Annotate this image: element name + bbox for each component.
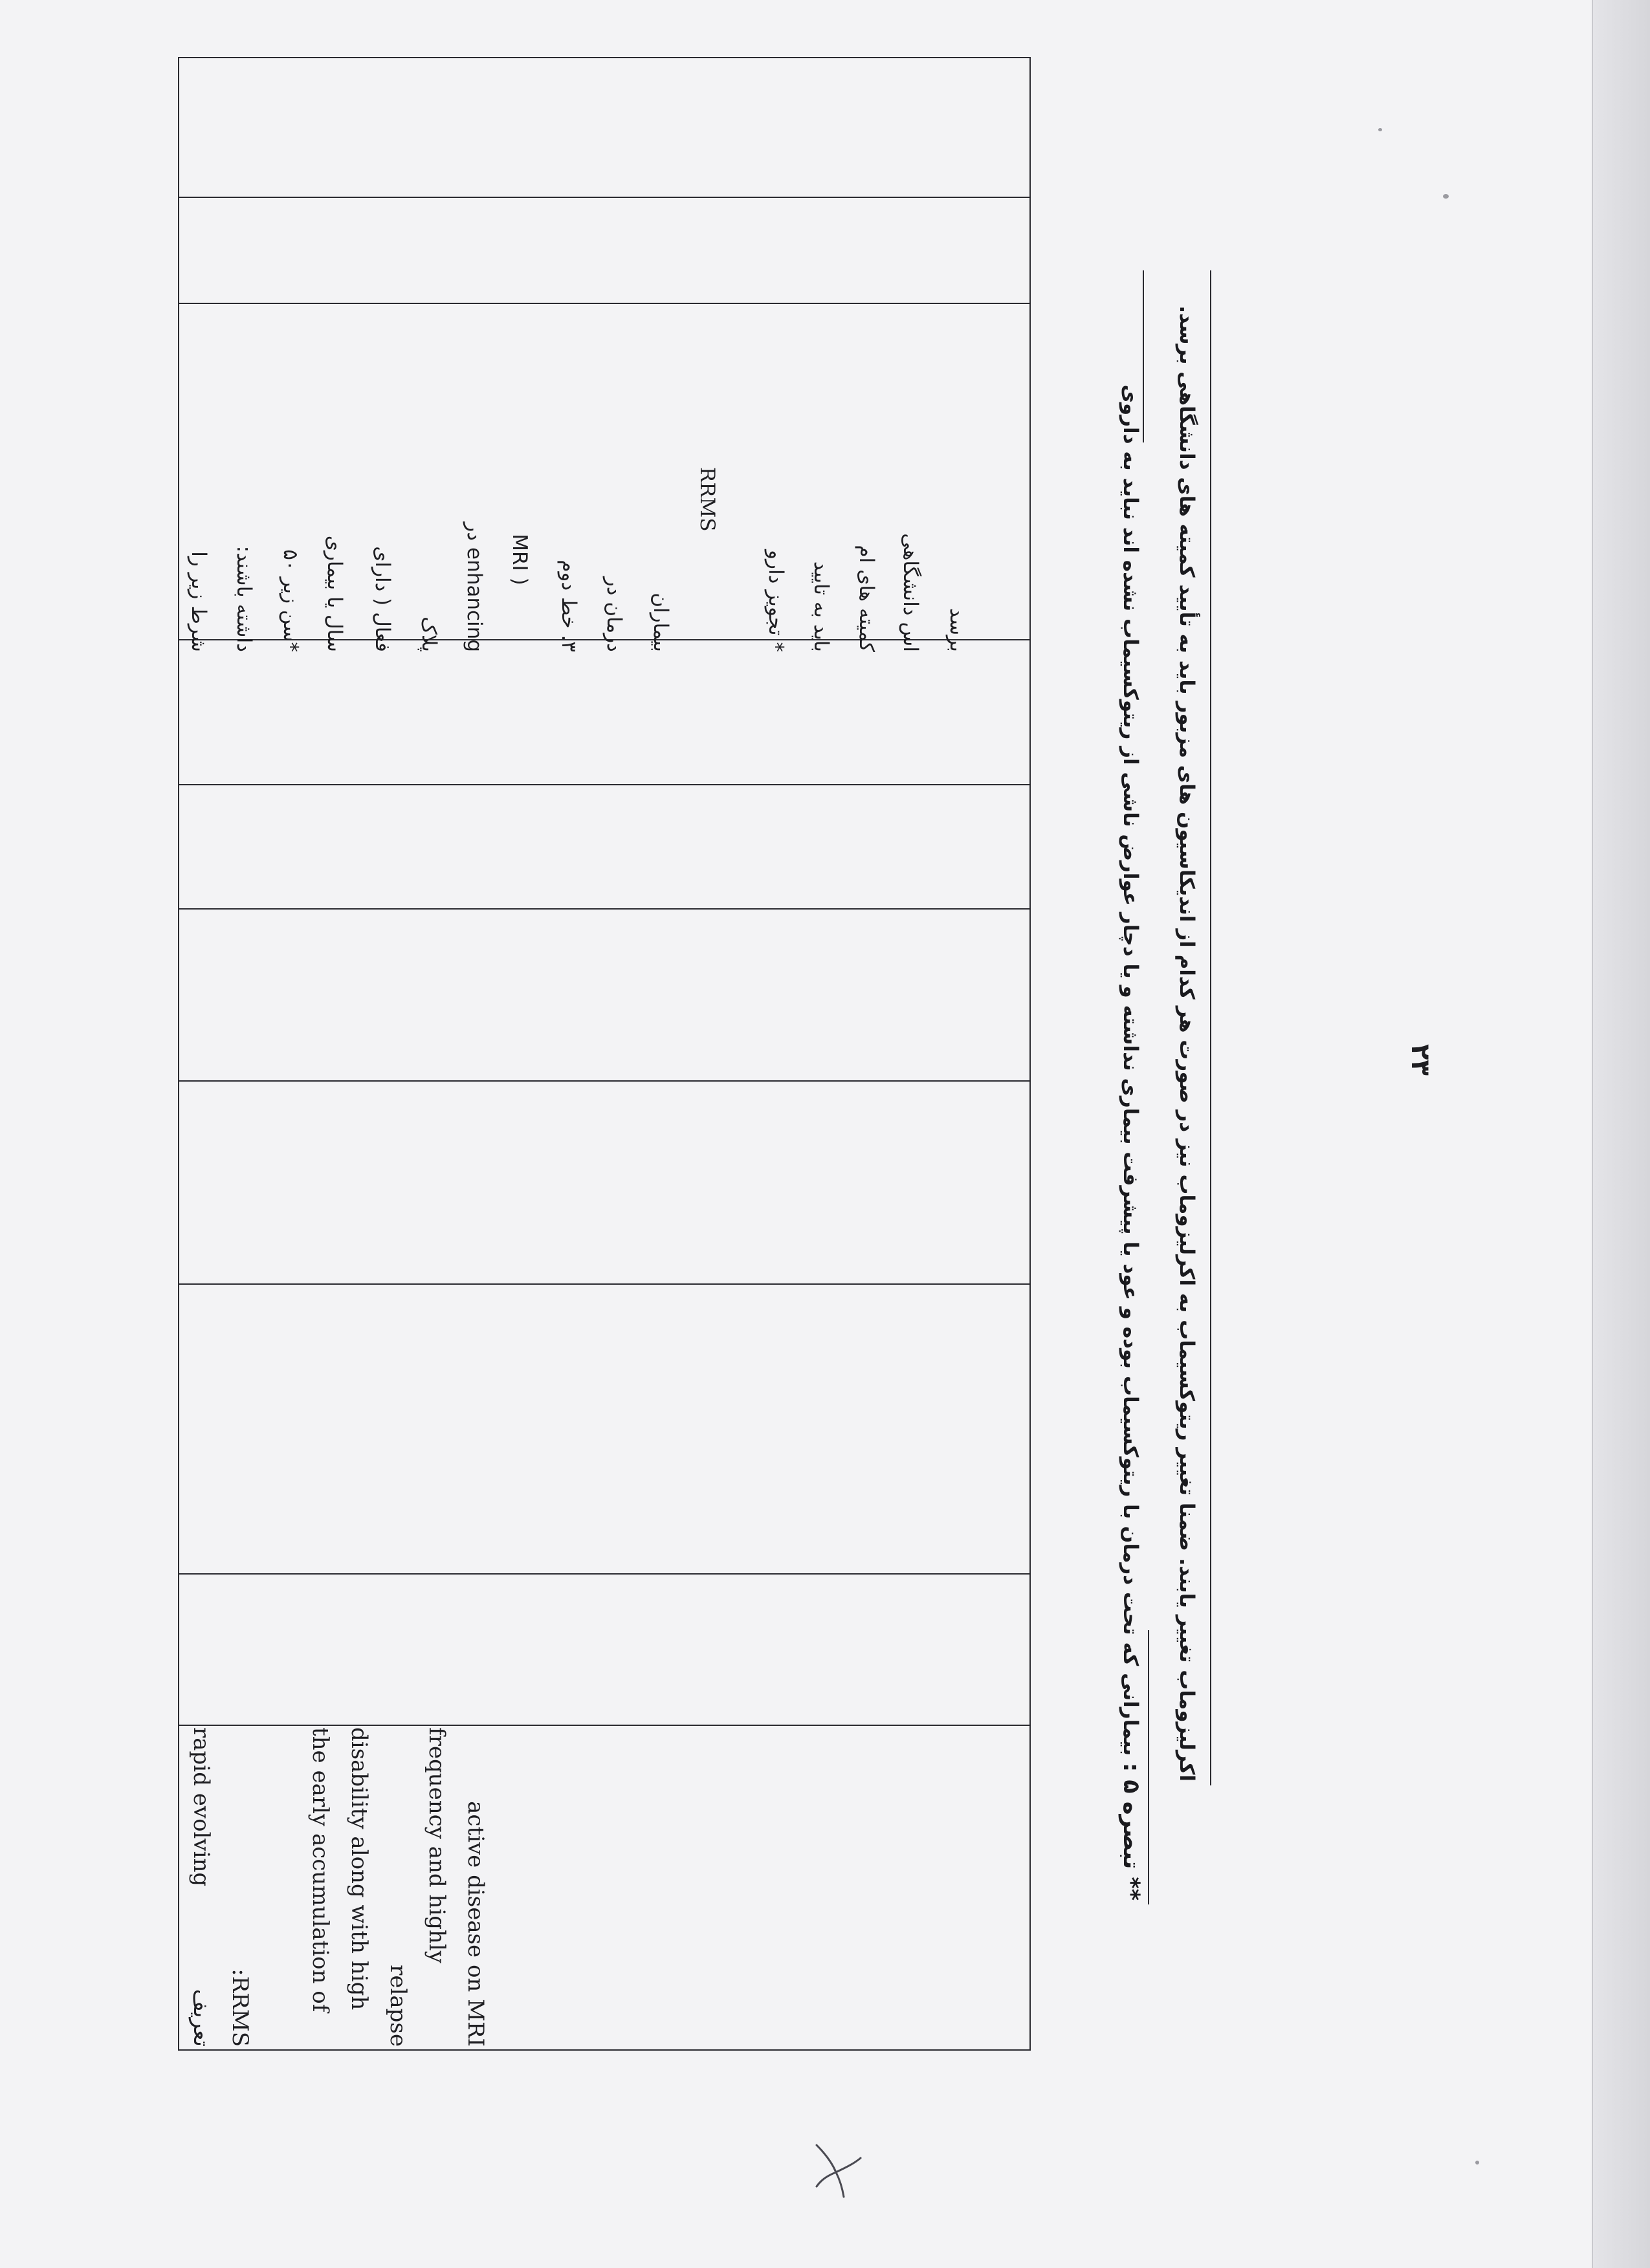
condition-line: برسد — [945, 608, 969, 652]
table-rule — [178, 197, 1031, 198]
table-rule — [178, 1080, 1031, 1082]
table-rule — [1029, 57, 1031, 2051]
page-number: ۲۳ — [1405, 1044, 1435, 1076]
scan-speck — [1378, 128, 1382, 131]
scan-speck — [1443, 194, 1449, 199]
definition-text-line: disability along with high — [346, 1727, 372, 2011]
condition-line: کمیته های ام — [855, 545, 878, 652]
table-rule — [178, 784, 1031, 785]
table-rule — [178, 1725, 1031, 1726]
table-rule — [178, 1283, 1031, 1285]
note-line-1 — [1118, 270, 1144, 1901]
condition-line: * تجویز دارو — [764, 550, 787, 652]
condition-line: داشته باشند: — [232, 545, 256, 652]
definition-label-fa: تعریف — [188, 1989, 214, 2047]
definition-text-line: the early accumulation of — [307, 1727, 333, 2012]
condition-line: باید به تایید — [809, 561, 833, 652]
definition-text-line: active disease on MRI — [463, 1801, 489, 2047]
definition-label-en-2: :RRMS — [227, 1968, 253, 2047]
condition-line: RRMS — [696, 467, 719, 532]
scan-edge — [1592, 0, 1650, 2268]
definition-cell — [182, 1727, 1029, 2047]
definition-label-row — [182, 1727, 221, 2047]
condition-line: درمان در — [602, 576, 626, 652]
condition-line: پلاک — [417, 616, 441, 652]
condition-line: *سن زیر ۵۰ — [279, 549, 302, 652]
definition-text-line: frequency and highly — [424, 1727, 450, 1963]
conditions-cell — [182, 467, 1029, 652]
table-rule — [178, 908, 1031, 910]
eligibility-table — [178, 57, 1031, 2051]
definition-label-en: rapid evolving — [188, 1727, 214, 1887]
condition-line: شرط زیر را — [187, 551, 210, 652]
table-rule — [178, 57, 179, 2051]
condition-line: اس دانشگاهی — [899, 533, 922, 652]
note-underline — [1210, 270, 1211, 1785]
condition-line: فعال ( دارای — [371, 546, 394, 652]
condition-line: ۳. خط دوم — [557, 560, 580, 652]
table-rule — [178, 1573, 1031, 1575]
note-text-1: بیمارانی که تحت درمان با ریتوکسیماب بوده و عود یا پیشرفت بیماری نداشته و یا دچار عوارض ناشی از ریتوکسیماب نشده اند نباید به داروی — [1119, 384, 1142, 1756]
note-underline — [1148, 1630, 1149, 1904]
condition-line: enhancing در — [463, 522, 486, 652]
condition-line: ( MRI — [508, 534, 531, 585]
table-rule — [178, 2049, 1031, 2051]
note-underline — [1143, 270, 1144, 442]
table-rule — [178, 57, 1031, 58]
note-text-2: اکرلیزوماب تغییر یابند. ضمنا تغییر ریتوکسیماب به اکرلیزوماب نیز در صورت هر کدام از اندیکاسیون های مزبور باید به تأیید کمیته های دانشگاهی برسد. — [1175, 305, 1198, 1782]
note-line-2 — [1175, 270, 1198, 1782]
condition-line: سال یا بیماری — [323, 535, 346, 652]
note-title: ** تبصره ۵ : — [1118, 1763, 1144, 1901]
condition-line: بیماران — [649, 593, 672, 652]
definition-text-line: relapse — [385, 1965, 411, 2047]
handwritten-mark — [797, 2132, 875, 2203]
scan-speck — [1475, 2161, 1479, 2164]
table-rule — [178, 303, 1031, 304]
